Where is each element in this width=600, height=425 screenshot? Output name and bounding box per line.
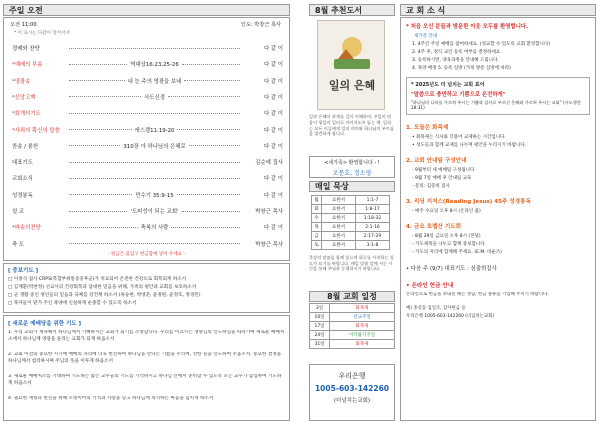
order-item-name: *회개의기도 [12, 111, 41, 118]
order-item-name: *영광송 [12, 78, 31, 85]
motto-sub: "하나님의 나라를 가르쳐 주시는 기쁨과 감사로 부르신 은혜와 가르쳐 주시는 교회" (사도행전 28:31) [411, 100, 581, 111]
worship-order-row [12, 58, 283, 70]
offering-account: 1005-603-142260 [314, 384, 390, 393]
order-item-person: 다 같 이 [263, 143, 283, 150]
order-item-name: 설 교 [12, 209, 25, 215]
leader-dots [69, 64, 127, 65]
order-item-person: 다 같 이 [263, 192, 283, 199]
order-item-person: 다 같 이 [263, 225, 283, 232]
leader-dots [69, 48, 240, 49]
bible-book: 요한서 [322, 241, 356, 250]
newcomer-caption: <새가족> 환영합니다 - ! [324, 160, 380, 166]
offering-bank: 우리은행 [338, 372, 366, 380]
bible-title: 매일 묵상 [309, 181, 395, 192]
online-offering-title: • 온라인 헌금 안내 [406, 283, 454, 289]
new-church-item: 3. 새로운 예배처소를 기대하며 기도하는 많은 교우들의 기도를 기억하시고 하나님 안에서 준비할 수 있도록 모든 교우가 합심하여 기도하게 하옵소서 [8, 374, 282, 386]
prayer-item: □ 김계환(박찬정) 선교사의 건강회복과 담대한 믿음을 위해, 가족의 평안과 교회를 보호하소서 [8, 285, 197, 290]
news-section-3: 3. 리딩 지저스(Reading Jesus) 45주 성경통독 [406, 199, 531, 205]
leader-dots [189, 145, 240, 146]
schedule-event: 화목제 [330, 340, 395, 349]
schedule-event: 이삭줍기주일 [330, 331, 395, 340]
order-item-person: 박창근 목사 [255, 209, 283, 215]
schedule-event: 선교주일 [330, 313, 395, 322]
worship-time: 오전 11:00 [10, 22, 37, 28]
order-item-content: 내 눈 주의 영광을 보네 [127, 78, 182, 85]
leader-dots [69, 178, 240, 179]
leader-dots [69, 243, 240, 244]
bible-book: 요한서 [322, 196, 356, 205]
leader-dots [177, 129, 240, 130]
worship-order-row [12, 91, 283, 103]
bible-book: 요한서 [322, 223, 356, 232]
bible-book: 요한서 [322, 232, 356, 241]
news-section-4-line: - 기도제목을 나누고 함께 중보합니다 [412, 242, 485, 247]
leader-dots [69, 80, 125, 81]
order-item-person: 김순예 집사 [255, 160, 283, 167]
worship-title: 주일 오전 [3, 4, 290, 16]
news-section-2-line: - 9월 7일 예배 후 안내팀 교육 [412, 176, 472, 181]
leader-dots [171, 227, 240, 228]
bible-row [312, 205, 390, 214]
leader-dots [69, 227, 138, 228]
news-section-1: 1. 모들은 화목제 [406, 125, 449, 131]
worship-order-row [12, 156, 283, 168]
news-box [400, 17, 596, 421]
motto-year: * 2025년도 더 넘치는 교회 표어 [411, 82, 485, 88]
order-item-person: 박창근 목사 [255, 241, 283, 248]
worship-order-row [12, 140, 283, 152]
schedule-date: 3일 [310, 304, 330, 313]
worship-order-row [12, 238, 283, 250]
worship-order-row [12, 172, 283, 184]
news-section-5: • 다음 주 (9/7) 대표기도 : 심출희집사 [406, 266, 497, 272]
order-item-name: *사죄의 확신의 말씀 [12, 127, 60, 134]
leader-dots [69, 96, 141, 97]
schedule-table [309, 303, 395, 349]
order-item-content: 민수기 35:9-15 [135, 192, 174, 199]
news-section-4-line: - 기도의 자리에 함께해 주세요. (E.M. 바운즈) [412, 250, 502, 255]
order-item-name: 성경봉독 [12, 192, 33, 199]
order-item-content: 310장 아 하나님의 은혜로 [123, 143, 186, 150]
prayer-title: [ 중보기도 ] [8, 268, 39, 274]
news-section-1-line: • 성도들과 함께 교제를 나누며 평안을 누리시기 바랍니다. [412, 143, 527, 148]
schedule-event: 화목제 [330, 322, 395, 331]
bible-note: 묵상의 말씀을 함께 읽으며 하루를 시작하는 성도가 되기를 바랍니다. 매일 말씀 앞에 서는 시간을 통해 주님과 동행하시기 바랍니다. [309, 255, 394, 272]
order-item-person: 다 같 이 [263, 127, 283, 134]
news-section-2: 2. 교회 안내팀 구성안내 [406, 158, 467, 164]
news-newcomer-line: 1. 4주간 주일 예배를 참여하세요. (성교할 수 있도록 교회 환영합니다) [412, 42, 550, 47]
bible-table-wrap [311, 195, 390, 250]
news-section-3-line: - 매주 수요일 오후 8시 (온라인 줌) [412, 209, 481, 214]
order-item-person: 다 같 이 [263, 62, 283, 69]
worship-order-row [12, 205, 283, 217]
motto-text: "말씀으로 충만하고 기쁨으로 온전하게" [411, 92, 506, 98]
worship-footer-note: - 헌금은 출입구 헌금함에 넣어 주세요 - [107, 252, 186, 257]
news-newcomer-line: 2. 4주 후, 정식 교인 등록 여부를 결정하세요. [412, 50, 502, 55]
bible-day: 수 [312, 214, 322, 223]
order-item-person: 다 같 이 [263, 111, 283, 118]
schedule-date: 31일 [310, 340, 330, 349]
worship-order-row [12, 42, 283, 54]
bible-book: 요한서 [322, 214, 356, 223]
new-church-box [3, 315, 290, 421]
leader-dots [69, 145, 120, 146]
news-section-2-line: - 문의: 김준희 집사 [412, 184, 450, 189]
schedule-date: 17일 [310, 322, 330, 331]
bible-row [312, 214, 390, 223]
order-item-person: 다 같 이 [263, 94, 283, 101]
worship-leader: 인도: 박창근 목사 [240, 22, 281, 28]
prayer-item: □ 이종석 집사 CRPS(복합부위통증증후군)가 치료되어 온전한 건강으로 회복되게 하소서 [8, 277, 187, 282]
news-welcome: * 처음 오신 분들과 방문한 이웃 모두를 환영합니다. [406, 24, 529, 30]
motto-box [406, 77, 590, 115]
bible-verse: 3:1-8 [356, 241, 390, 250]
prayer-box [3, 263, 290, 313]
order-item-content: 사도신경 [144, 94, 165, 101]
order-item-name: 경배와 찬양 [12, 46, 40, 52]
worship-order-row [12, 124, 283, 136]
worship-order-row [12, 107, 283, 119]
schedule-row [310, 313, 395, 322]
news-title: 교 회 소 식 [400, 4, 596, 16]
book-description: 일과 은혜의 관계를 깊이 이해하며, 주일의 믿음이 평일의 일터로 이어지도록 돕는 책. 일하는 모든 이들에게 일의 의미와 하나님의 부르심을 발견하게 합니다. [309, 114, 394, 137]
news-newcomer-line: 3. 등록하시면, 양육과정을 안내해 드립니다. [412, 58, 499, 63]
leader-dots [69, 162, 240, 163]
worship-note: * 이 표시는 다같이 일어서서 [14, 31, 70, 36]
leader-dots [182, 64, 240, 65]
schedule-title: 8월 교회 일정 [309, 291, 395, 302]
bible-verse: 2:17-29 [356, 232, 390, 241]
leader-dots [69, 129, 132, 130]
newcomer-names: 오문호, 정소영 [332, 170, 372, 177]
bible-day: 월 [312, 196, 322, 205]
new-church-title: [ 새로운 예배당을 위한 기도 ] [8, 321, 82, 327]
schedule-date: 24일 [310, 331, 330, 340]
bible-verse: 1:1-7 [356, 196, 390, 205]
book-cover-art [326, 33, 378, 73]
offering-holder: (더넘치는교회) [333, 398, 371, 404]
order-item-name: *파송의찬양 [12, 225, 41, 232]
bible-verse: 1:8-17 [356, 205, 390, 214]
order-item-content: 에스겔11:19-20 [134, 127, 175, 134]
schedule-row [310, 331, 395, 340]
leader-dots [184, 80, 240, 81]
worship-order-row [12, 75, 283, 87]
bible-book: 요한서 [322, 205, 356, 214]
schedule-event: 화목제 [330, 304, 395, 313]
leader-dots [182, 211, 240, 212]
worship-order-row [12, 221, 283, 233]
schedule-date: 10일 [310, 313, 330, 322]
order-item-content: '도피성이 되는 교회' [130, 209, 179, 215]
bible-day: 금 [312, 232, 322, 241]
bible-day: 토 [312, 241, 322, 250]
leader-dots [168, 96, 240, 97]
worship-order-box [3, 17, 290, 261]
schedule-table-wrap [309, 303, 395, 349]
leader-dots [69, 194, 132, 195]
order-item-person: 다 같 이 [263, 176, 283, 183]
bible-row [312, 241, 390, 250]
order-item-content: 역대상16:23,25-26 [130, 62, 179, 69]
schedule-row [310, 304, 395, 313]
bible-table [311, 195, 390, 250]
book-cover [317, 20, 385, 110]
news-section-2-line: - 9월부터 새 예배팀 구성됩니다 [412, 168, 475, 173]
news-section-4: 4. 금요 호렙산 기도회 [406, 224, 462, 230]
bible-row [312, 223, 390, 232]
leader-dots [69, 113, 240, 114]
book-cover-title: 일의 은혜 [328, 79, 376, 92]
offering-box [309, 364, 395, 421]
worship-order-row [12, 189, 283, 201]
prayer-item: □ 목자들이 맡겨 주신 목양에 신실하게 순종할 수 있도록 하소서 [8, 301, 137, 306]
leader-dots [69, 211, 127, 212]
new-church-item: 4. 필요한 재정과 헌신을 위해 오병이어의 기적과 사랑을 믿고 하나님께 의지하는 마음을 넘치게 하소서 [8, 396, 214, 401]
news-newcomer-heading: 새가족 안내 [414, 34, 438, 39]
newcomer-box [309, 156, 395, 178]
bible-row [312, 196, 390, 205]
order-item-name: 찬송 / 봉헌 [12, 143, 39, 150]
order-item-name: 교회소식 [12, 176, 33, 183]
prayer-item: □ 군 생활 중인 청년들의 믿음과 육체를 강건케 하소서 (류승현, 박영준, 윤정원, 윤정호, 정경민) [8, 293, 201, 298]
bible-day: 목 [312, 223, 322, 232]
order-item-content: 축복의 사람 [140, 225, 169, 232]
order-item-name: *예배의 부름 [12, 62, 43, 69]
bible-day: 화 [312, 205, 322, 214]
bible-verse: 1:18-32 [356, 214, 390, 223]
leader-dots [177, 194, 240, 195]
news-section-1-line: • 화목제는 식사와 더불어 교제하는 시간입니다. [412, 135, 506, 140]
new-church-item: 2. 교회 이전의 중요한 시기에 예배의 자리에 더욱 헌신하여 하나님을 만나는 기쁨을 누리며, 선한 길을 인도하여 주옵소서. 중요한 결정을 하나님께서 섭리하시며 주님의 뜻을 이루게 하옵소서 [8, 352, 282, 364]
news-section-4-line: - 8월 29일 금요일 오후 8시 (본당) [412, 234, 481, 239]
bible-verse: 2:1-16 [356, 223, 390, 232]
order-item-person: 다 같 이 [263, 78, 283, 85]
online-offering-line: 예) 홍길동 십일조, 감사헌금 등 [406, 306, 466, 311]
new-church-item: 1. 우리 교회가 계속해서 하나님께서 기뻐하시는 교회가 되기를 소망합니다. 우리를 이끄시는 생명님의 인도하심을 따라가며 새로운 예배처소에서 하나님께 영광을 돌리는 교회가 되게 하옵소서 [8, 330, 285, 342]
order-item-name: 축 도 [12, 241, 25, 248]
schedule-row [310, 340, 395, 349]
schedule-row [310, 322, 395, 331]
online-offering-line: 온라인으로 헌금을 보내실 때는 성함, 헌금 종류를 기입해 주시기 바랍니다. [406, 292, 549, 297]
order-item-name: *신앙고백 [12, 94, 36, 101]
order-item-name: 대표기도 [12, 160, 33, 167]
bible-row [312, 232, 390, 241]
online-offering-line: 우리은행 1005-603-142260 (더넘치는교회) [406, 314, 495, 319]
news-newcomer-line: 4. 목양 배정 5. 등록 심방 (가정 방문 심방에 따라) [412, 66, 511, 71]
book-title: 8월 추천도서 [309, 4, 395, 16]
order-item-person: 다 같 이 [263, 46, 283, 52]
